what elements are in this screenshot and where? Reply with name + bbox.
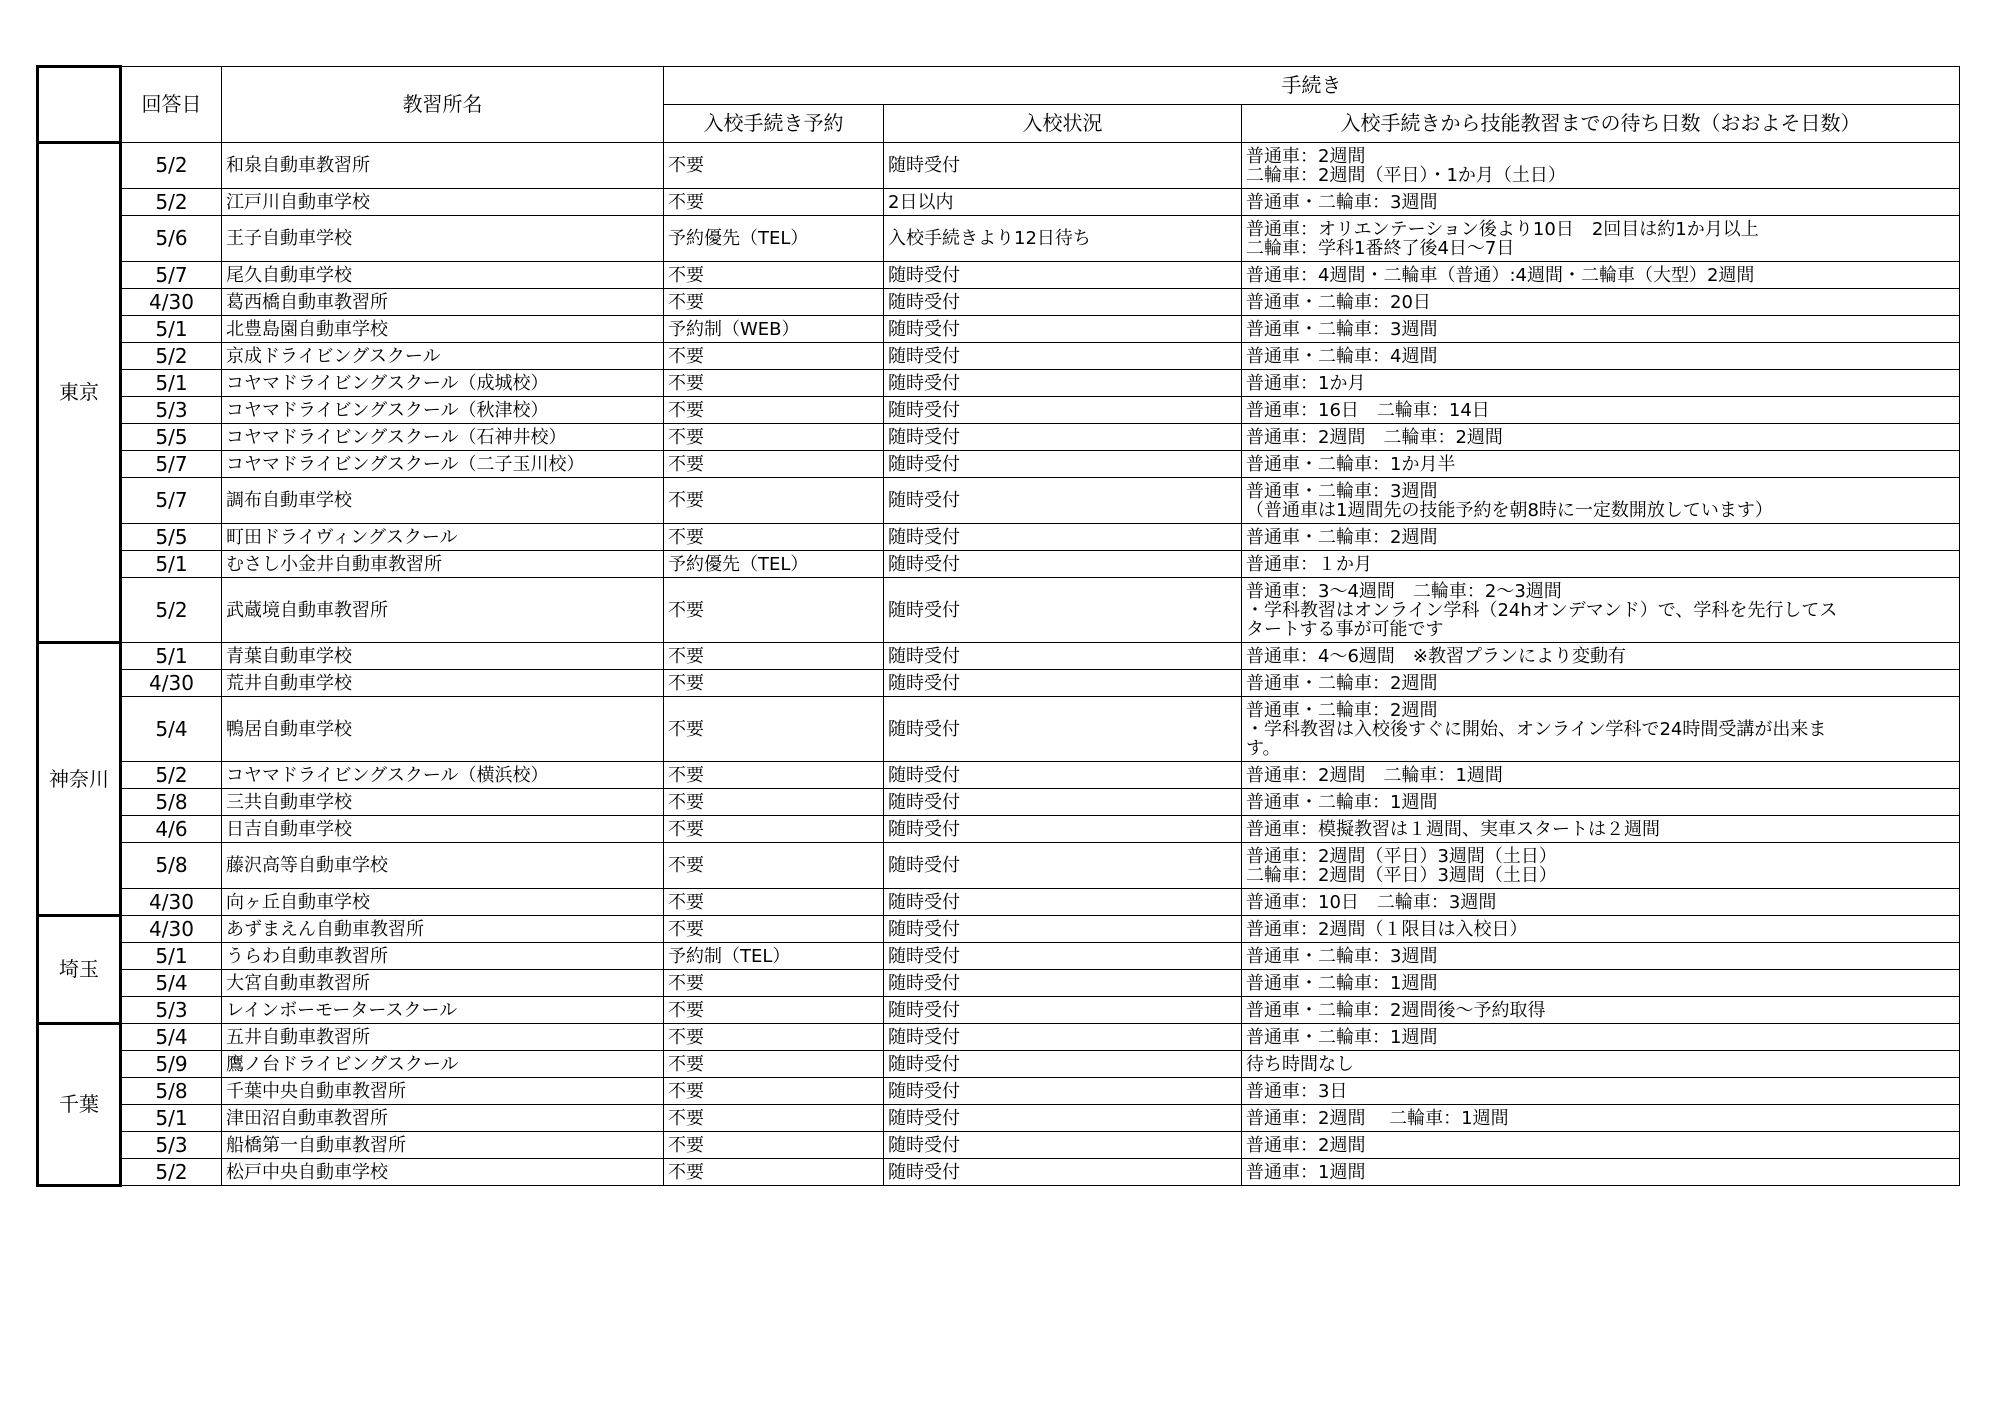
driving-school-table [36,65,1960,1187]
wait-days-cell [1242,424,1960,451]
status-cell: 随時受付 [884,1105,1242,1132]
school-name-header: 教習所名 [222,67,664,143]
table-row [38,289,1960,316]
wait-days-cell [1242,843,1960,889]
wait-days-line: 普通車：2週間（平日）3週間（土日） [1246,845,1557,867]
table-row [38,316,1960,343]
wait-days-line: 普通車・二輪車：2週間 [1246,699,1438,721]
table-row [38,1078,1960,1105]
answer-date-cell: 5/3 [121,397,222,424]
table-row [38,943,1960,970]
wait-days-line: 普通車・二輪車：3週間 [1246,480,1438,502]
answer-date-cell: 5/8 [121,1078,222,1105]
school-name-cell: 尾久自動車学校 [222,262,664,289]
school-name-cell: 大宮自動車教習所 [222,970,664,997]
status-cell: 随時受付 [884,143,1242,189]
status-cell: 随時受付 [884,943,1242,970]
table-row [38,789,1960,816]
status-cell: 随時受付 [884,889,1242,916]
school-name-cell: 鷹ノ台ドライビングスクール [222,1051,664,1078]
reservation-cell: 不要 [664,451,884,478]
answer-date-cell: 5/1 [121,943,222,970]
wait-days-line: 普通車：1週間 [1246,1161,1366,1183]
status-cell: 随時受付 [884,289,1242,316]
answer-date-cell: 4/30 [121,289,222,316]
answer-date-cell: 5/1 [121,1105,222,1132]
wait-days-line: 二輪車：学科1番終了後4日～7日 [1246,237,1515,259]
wait-days-line: 二輪車：2週間（平日）3週間（土日） [1246,864,1557,886]
table-row [38,524,1960,551]
wait-days-line: 普通車：10日 二輪車：3週間 [1246,891,1497,913]
wait-days-line: 普通車：2週間 二輪車：1週間 [1246,764,1503,786]
wait-days-line: 普通車：2週間 二輪車：2週間 [1246,426,1503,448]
school-name-cell: レインボーモータースクール [222,997,664,1024]
status-cell: 入校手続きより12日待ち [884,216,1242,262]
reservation-cell: 不要 [664,262,884,289]
school-name-cell: コヤマドライビングスクール（二子玉川校） [222,451,664,478]
wait-days-line: 二輪車：2週間（平日）・1か月（土日） [1246,164,1566,186]
wait-days-cell [1242,997,1960,1024]
table-row [38,262,1960,289]
reservation-cell: 予約優先（TEL） [664,551,884,578]
table-row [38,670,1960,697]
status-cell: 随時受付 [884,643,1242,670]
answer-date-cell: 4/6 [121,816,222,843]
school-name-cell: 和泉自動車教習所 [222,143,664,189]
table-row [38,1132,1960,1159]
answer-date-cell: 5/3 [121,997,222,1024]
table-row [38,916,1960,943]
school-name-cell: 向ヶ丘自動車学校 [222,889,664,916]
answer-date-header: 回答日 [121,67,222,143]
table-row [38,370,1960,397]
wait-days-cell [1242,643,1960,670]
status-cell: 随時受付 [884,762,1242,789]
wait-days-line: 普通車：16日 二輪車：14日 [1246,399,1490,421]
table-row [38,578,1960,643]
status-cell: 随時受付 [884,524,1242,551]
reservation-cell: 不要 [664,789,884,816]
table-row [38,478,1960,524]
reservation-cell: 不要 [664,289,884,316]
reservation-cell: 不要 [664,524,884,551]
wait-days-cell [1242,143,1960,189]
wait-days-cell [1242,478,1960,524]
table-row [38,843,1960,889]
table-row [38,970,1960,997]
reservation-cell: 不要 [664,762,884,789]
answer-date-cell: 4/30 [121,670,222,697]
wait-days-line: ・学科教習は入校後すぐに開始、オンライン学科で24時間受講が出来ま [1246,718,1827,740]
answer-date-cell: 5/2 [121,143,222,189]
school-name-cell: 津田沼自動車教習所 [222,1105,664,1132]
table-row [38,551,1960,578]
status-cell: 随時受付 [884,451,1242,478]
status-cell: 随時受付 [884,916,1242,943]
answer-date-cell: 5/8 [121,789,222,816]
reservation-cell: 不要 [664,1159,884,1186]
wait-days-cell [1242,1078,1960,1105]
wait-days-cell [1242,762,1960,789]
school-name-cell: 町田ドライヴィングスクール [222,524,664,551]
wait-days-line: 普通車・二輪車：20日 [1246,291,1431,313]
answer-date-cell: 5/7 [121,451,222,478]
wait-days-cell [1242,1132,1960,1159]
school-name-cell: コヤマドライビングスクール（石神井校） [222,424,664,451]
wait-days-line: 普通車：模擬教習は１週間、実車スタートは２週間 [1246,818,1660,840]
wait-days-cell [1242,789,1960,816]
table-row [38,189,1960,216]
wait-days-line: 普通車・二輪車：1週間 [1246,791,1438,813]
wait-days-cell [1242,1051,1960,1078]
wait-days-line: 普通車・二輪車：4週間 [1246,345,1438,367]
answer-date-cell: 5/5 [121,524,222,551]
wait-days-line: 普通車：3～4週間 二輪車：2～3週間 [1246,580,1562,602]
school-name-cell: 青葉自動車学校 [222,643,664,670]
reservation-cell: 不要 [664,578,884,643]
wait-days-line: 普通車：１か月 [1246,553,1372,575]
procedure-header: 手続き [664,67,1960,105]
reservation-cell: 不要 [664,670,884,697]
status-cell: 随時受付 [884,424,1242,451]
reservation-cell: 不要 [664,143,884,189]
wait-days-line: 普通車・二輪車：3週間 [1246,191,1438,213]
answer-date-cell: 5/3 [121,1132,222,1159]
reservation-cell: 不要 [664,1024,884,1051]
table-body [38,143,1960,1186]
wait-days-cell [1242,216,1960,262]
answer-date-cell: 5/4 [121,1024,222,1051]
reservation-cell: 不要 [664,1132,884,1159]
school-name-cell: 藤沢高等自動車学校 [222,843,664,889]
school-name-cell: 松戸中央自動車学校 [222,1159,664,1186]
answer-date-cell: 5/2 [121,578,222,643]
status-cell: 随時受付 [884,1078,1242,1105]
wait-days-line: 普通車：2週間 [1246,145,1366,167]
reservation-cell: 不要 [664,397,884,424]
school-name-cell: 日吉自動車学校 [222,816,664,843]
wait-days-cell [1242,1024,1960,1051]
status-cell: 随時受付 [884,997,1242,1024]
wait-days-line: タートする事が可能です [1246,618,1444,640]
wait-days-cell [1242,943,1960,970]
wait-days-line: （普通車は1週間先の技能予約を朝8時に一定数開放しています） [1246,499,1773,521]
school-name-cell: 調布自動車学校 [222,478,664,524]
school-name-cell: 葛西橋自動車教習所 [222,289,664,316]
wait-days-line: 普通車：4～6週間 ※教習プランにより変動有 [1246,645,1626,667]
wait-days-line: 普通車・二輪車：2週間 [1246,526,1438,548]
school-name-cell: うらわ自動車教習所 [222,943,664,970]
status-cell: 随時受付 [884,397,1242,424]
reservation-cell: 不要 [664,189,884,216]
wait-days-cell [1242,262,1960,289]
wait-days-cell [1242,370,1960,397]
reservation-cell: 不要 [664,970,884,997]
wait-days-cell [1242,816,1960,843]
answer-date-cell: 5/1 [121,643,222,670]
table-row [38,397,1960,424]
school-name-cell: 鴨居自動車学校 [222,697,664,762]
table-row [38,1051,1960,1078]
school-name-cell: 王子自動車学校 [222,216,664,262]
status-cell: 2日以内 [884,189,1242,216]
reservation-cell: 不要 [664,1105,884,1132]
answer-date-cell: 5/8 [121,843,222,889]
table-row [38,424,1960,451]
table-row [38,1105,1960,1132]
reservation-cell: 不要 [664,816,884,843]
reservation-cell: 予約制（TEL） [664,943,884,970]
school-name-cell: 五井自動車教習所 [222,1024,664,1051]
wait-days-cell [1242,451,1960,478]
status-cell: 随時受付 [884,262,1242,289]
status-cell: 随時受付 [884,670,1242,697]
status-cell: 随時受付 [884,970,1242,997]
table-row [38,343,1960,370]
school-name-cell: 三共自動車学校 [222,789,664,816]
reservation-cell: 不要 [664,889,884,916]
wait-days-cell [1242,551,1960,578]
reservation-cell: 予約制（WEB） [664,316,884,343]
wait-days-cell [1242,316,1960,343]
reservation-cell: 不要 [664,478,884,524]
wait-days-cell [1242,916,1960,943]
wait-days-cell [1242,343,1960,370]
wait-days-line: す。 [1246,737,1281,759]
school-name-cell: 船橋第一自動車教習所 [222,1132,664,1159]
wait-days-cell [1242,670,1960,697]
status-cell: 随時受付 [884,1132,1242,1159]
answer-date-cell: 5/7 [121,478,222,524]
status-cell: 随時受付 [884,1024,1242,1051]
wait-days-cell [1242,524,1960,551]
school-name-cell: コヤマドライビングスクール（成城校） [222,370,664,397]
school-name-cell: あずまえん自動車教習所 [222,916,664,943]
status-header: 入校状況 [884,105,1242,143]
status-cell: 随時受付 [884,697,1242,762]
table-row [38,143,1960,189]
answer-date-cell: 5/1 [121,316,222,343]
wait-days-line: 普通車：4週間・二輪車（普通）:4週間・二輪車（大型）2週間 [1246,264,1755,286]
table-row [38,216,1960,262]
wait-days-cell [1242,578,1960,643]
answer-date-cell: 5/6 [121,216,222,262]
reservation-cell: 不要 [664,643,884,670]
status-cell: 随時受付 [884,316,1242,343]
reservation-cell: 不要 [664,916,884,943]
school-name-cell: 北豊島園自動車学校 [222,316,664,343]
status-cell: 随時受付 [884,816,1242,843]
answer-date-cell: 4/30 [121,916,222,943]
wait-days-cell [1242,189,1960,216]
region-header-cell [38,67,121,143]
table-row [38,889,1960,916]
reservation-cell: 不要 [664,997,884,1024]
region-cell: 千葉 [38,1024,121,1186]
reservation-cell: 不要 [664,424,884,451]
status-cell: 随時受付 [884,1051,1242,1078]
answer-date-cell: 4/30 [121,889,222,916]
wait-days-cell [1242,697,1960,762]
wait-days-cell [1242,970,1960,997]
answer-date-cell: 5/5 [121,424,222,451]
region-cell: 神奈川 [38,643,121,916]
status-cell: 随時受付 [884,370,1242,397]
answer-date-cell: 5/9 [121,1051,222,1078]
wait-days-line: 普通車：2週間（１限目は入校日） [1246,918,1528,940]
wait-days-line: 普通車・二輪車：3週間 [1246,945,1438,967]
wait-days-line: 普通車・二輪車：1週間 [1246,1026,1438,1048]
wait-days-line: 普通車：オリエンテーション後より10日 2回目は約1か月以上 [1246,218,1759,240]
wait-days-line: 普通車：2週間 二輪車：1週間 [1246,1107,1509,1129]
wait-days-line: 普通車：2週間 [1246,1134,1366,1156]
school-name-cell: むさし小金井自動車教習所 [222,551,664,578]
wait-days-header: 入校手続きから技能教習までの待ち日数（おおよそ日数） [1242,105,1960,143]
school-name-cell: 千葉中央自動車教習所 [222,1078,664,1105]
status-cell: 随時受付 [884,789,1242,816]
answer-date-cell: 5/2 [121,343,222,370]
answer-date-cell: 5/7 [121,262,222,289]
wait-days-line: ・学科教習はオンライン学科（24hオンデマンド）で、学科を先行してス [1246,599,1838,621]
status-cell: 随時受付 [884,478,1242,524]
wait-days-cell [1242,397,1960,424]
region-cell: 東京 [38,143,121,643]
status-cell: 随時受付 [884,843,1242,889]
status-cell: 随時受付 [884,578,1242,643]
answer-date-cell: 5/2 [121,189,222,216]
wait-days-line: 普通車・二輪車：2週間後～予約取得 [1246,999,1546,1021]
reservation-cell: 不要 [664,343,884,370]
region-cell: 埼玉 [38,916,121,1024]
wait-days-cell [1242,1105,1960,1132]
answer-date-cell: 5/2 [121,762,222,789]
answer-date-cell: 5/1 [121,551,222,578]
wait-days-line: 普通車・二輪車：1か月半 [1246,453,1456,475]
wait-days-line: 普通車：3日 [1246,1080,1348,1102]
table-row [38,451,1960,478]
school-name-cell: コヤマドライビングスクール（横浜校） [222,762,664,789]
wait-days-line: 普通車・二輪車：3週間 [1246,318,1438,340]
table-row [38,697,1960,762]
table-row [38,1024,1960,1051]
wait-days-line: 普通車・二輪車：2週間 [1246,672,1438,694]
school-name-cell: 江戸川自動車学校 [222,189,664,216]
school-name-cell: 武蔵境自動車教習所 [222,578,664,643]
answer-date-cell: 5/1 [121,370,222,397]
wait-days-line: 普通車：1か月 [1246,372,1366,394]
table-row [38,997,1960,1024]
answer-date-cell: 5/4 [121,697,222,762]
wait-days-line: 待ち時間なし [1246,1053,1354,1075]
status-cell: 随時受付 [884,343,1242,370]
table-row [38,816,1960,843]
wait-days-cell [1242,1159,1960,1186]
reservation-cell: 不要 [664,697,884,762]
answer-date-cell: 5/4 [121,970,222,997]
school-name-cell: 荒井自動車学校 [222,670,664,697]
wait-days-cell [1242,289,1960,316]
school-name-cell: 京成ドライビングスクール [222,343,664,370]
reservation-cell: 不要 [664,843,884,889]
reservation-cell: 予約優先（TEL） [664,216,884,262]
reservation-cell: 不要 [664,1078,884,1105]
reservation-cell: 不要 [664,370,884,397]
wait-days-line: 普通車・二輪車：1週間 [1246,972,1438,994]
status-cell: 随時受付 [884,551,1242,578]
reservation-header: 入校手続き予約 [664,105,884,143]
wait-days-cell [1242,889,1960,916]
reservation-cell: 不要 [664,1051,884,1078]
table-row [38,643,1960,670]
school-name-cell: コヤマドライビングスクール（秋津校） [222,397,664,424]
table-row [38,1159,1960,1186]
answer-date-cell: 5/2 [121,1159,222,1186]
status-cell: 随時受付 [884,1159,1242,1186]
table-row [38,762,1960,789]
